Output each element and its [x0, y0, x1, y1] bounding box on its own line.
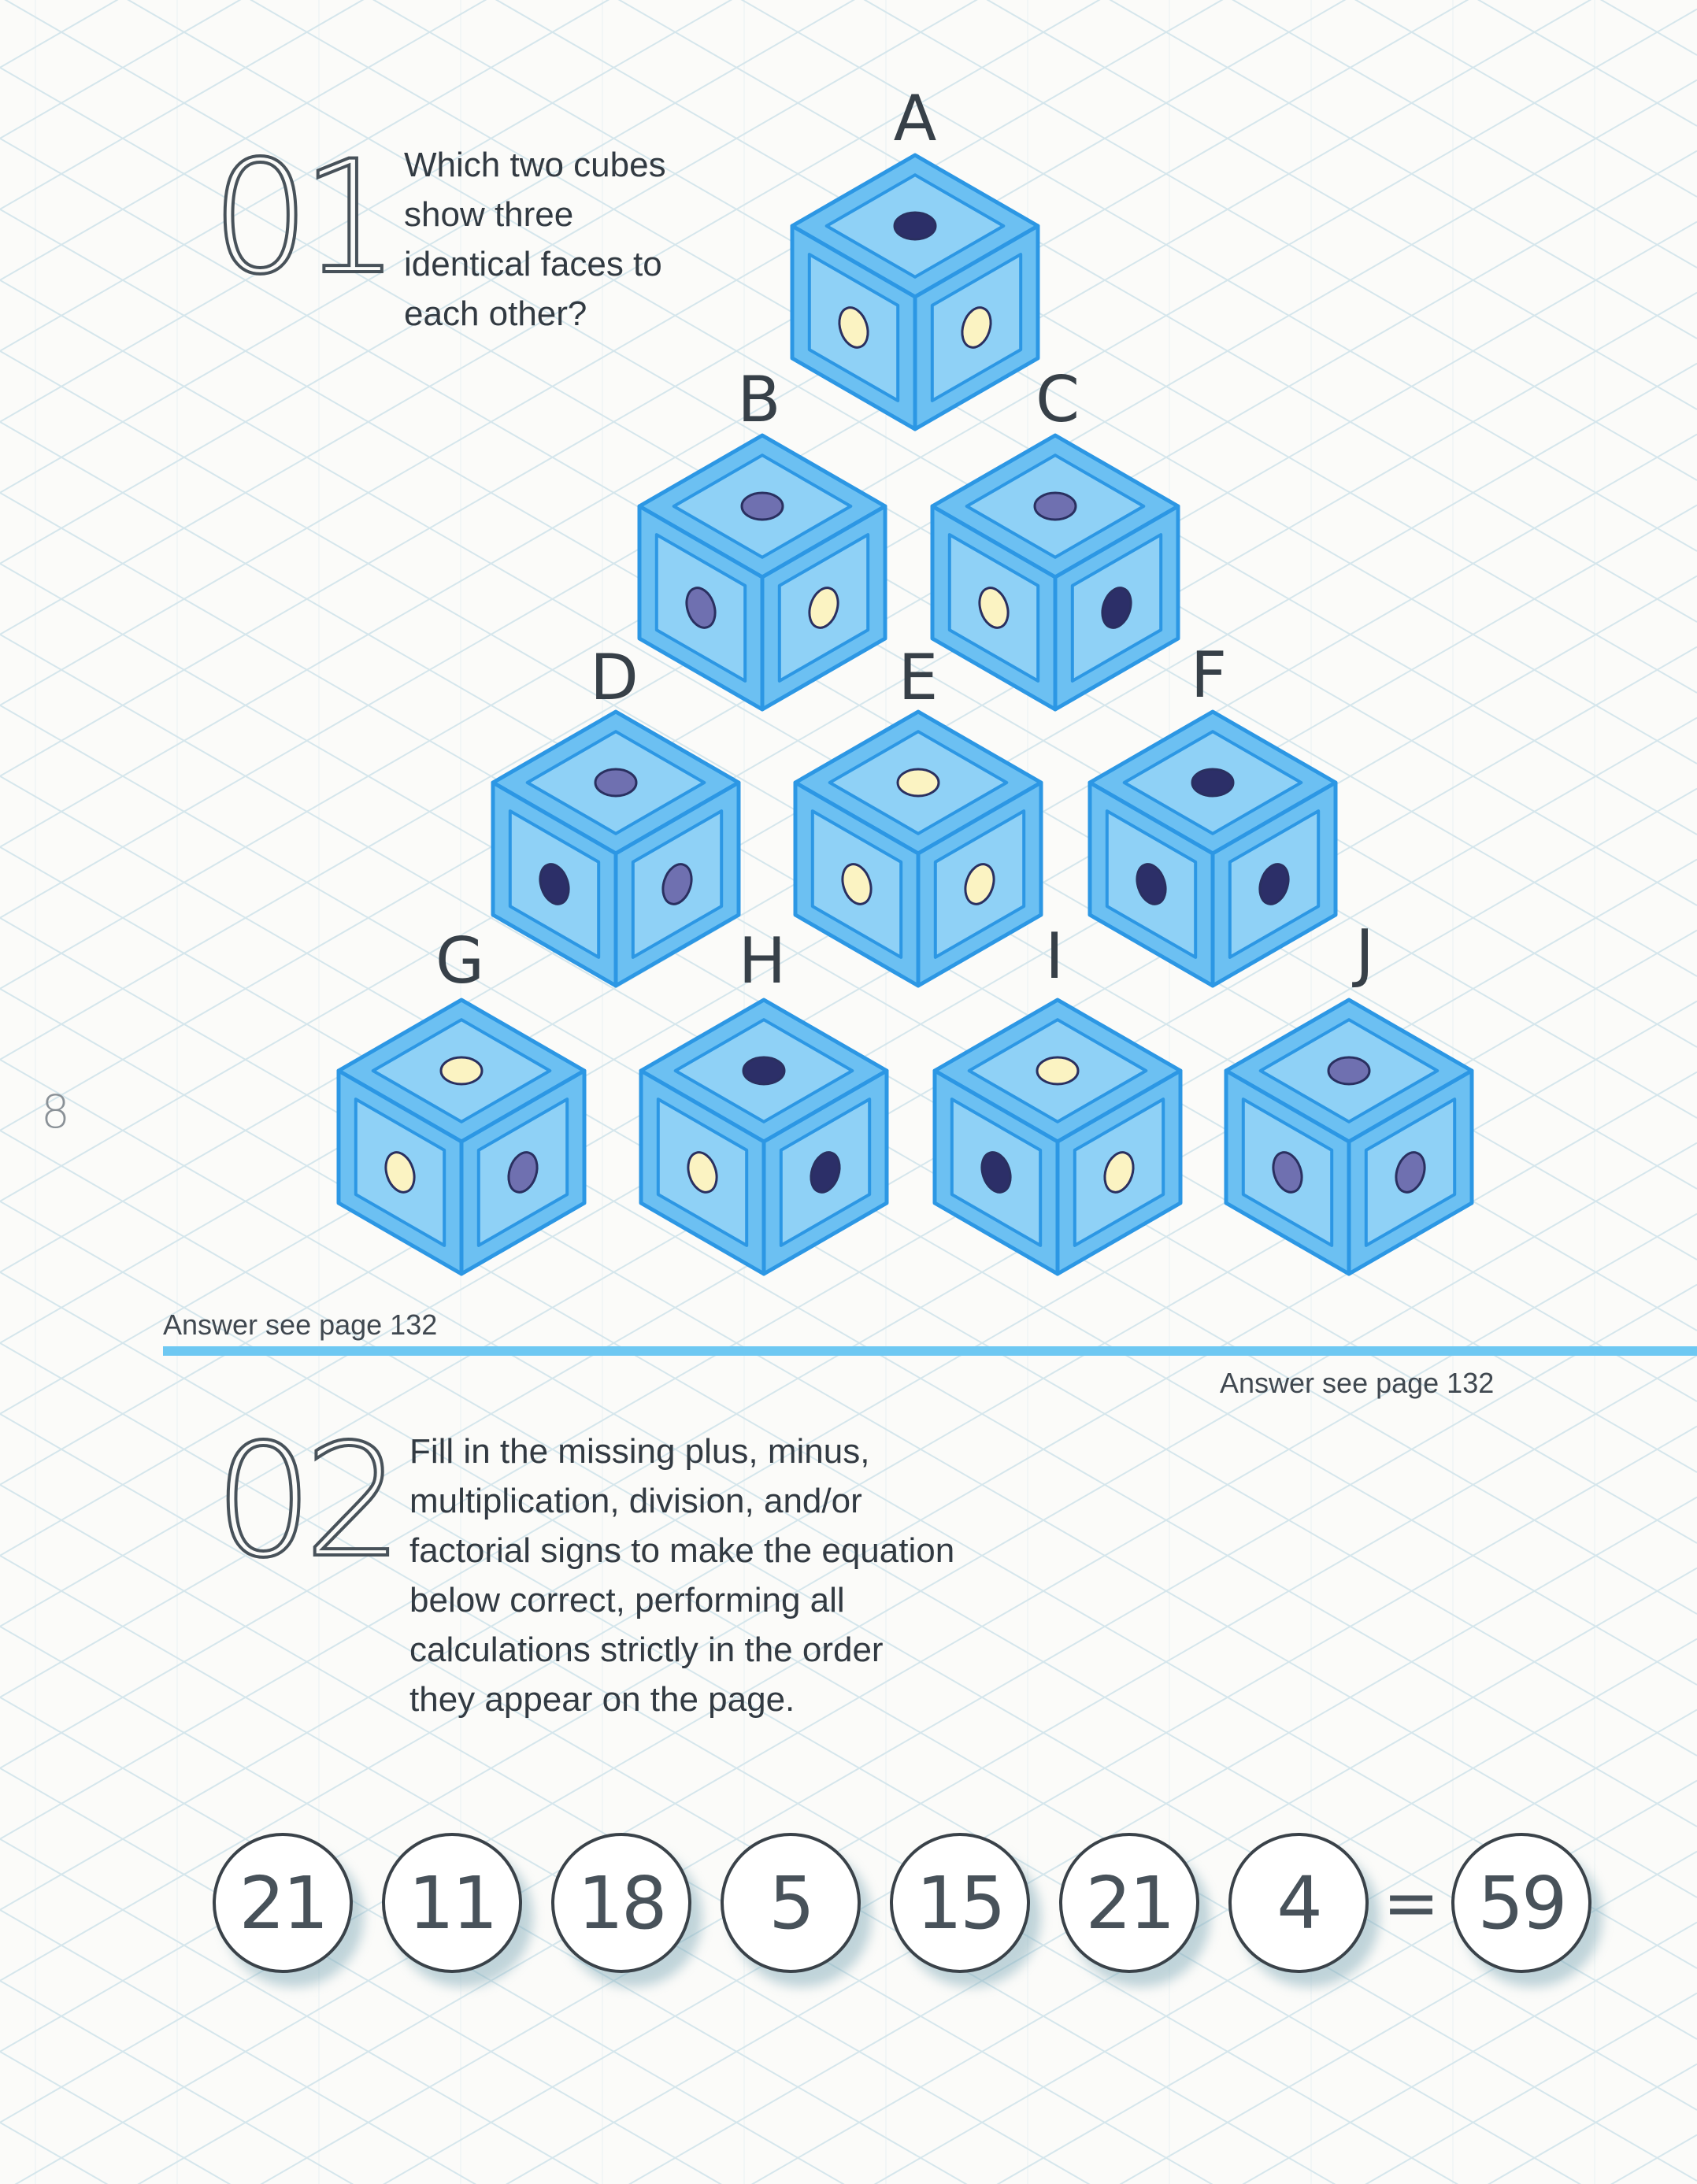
puzzle-02-number: 02: [214, 1410, 394, 1592]
cube-g: [339, 1000, 584, 1274]
equation-number-circle: 5: [721, 1833, 861, 1973]
equation-row: [0, 1833, 1697, 1990]
cube-label: C: [1036, 363, 1080, 436]
cube-label: H: [738, 924, 787, 998]
question-line: identical faces to: [404, 245, 662, 283]
cube-label: I: [1045, 920, 1064, 993]
cube-label: J: [1355, 916, 1374, 990]
cube-h: [641, 1000, 887, 1274]
instruction-line: factorial signs to make the equation: [409, 1531, 955, 1570]
puzzle-02-answer-ref: Answer see page 132: [1220, 1367, 1495, 1399]
question-line: Which two cubes: [404, 146, 666, 184]
cube-label: F: [1190, 639, 1228, 712]
cube-label: E: [898, 641, 939, 714]
puzzle-01-number: 01: [211, 127, 391, 309]
cube-dot-top: [1328, 1057, 1369, 1084]
question-line: show three: [404, 195, 574, 234]
instruction-line: multiplication, division, and/or: [409, 1482, 862, 1520]
instruction-line: below correct, performing all: [409, 1581, 845, 1619]
cube-j: [1226, 1000, 1472, 1274]
instruction-line: they appear on the page.: [409, 1680, 795, 1719]
cube-dot-top: [441, 1057, 482, 1084]
section-divider: [163, 1346, 1697, 1356]
cube-dot-top: [743, 1057, 784, 1084]
cube-dot-top: [1035, 493, 1076, 520]
cube-e: [795, 712, 1041, 986]
equation-number-circle: 4: [1228, 1833, 1369, 1973]
cube-i: [935, 1000, 1180, 1274]
cube-b: [639, 435, 885, 709]
cube-dot-top: [895, 213, 936, 239]
equation-number-circle: 21: [213, 1833, 353, 1973]
puzzle-01-answer-ref: Answer see page 132: [163, 1309, 438, 1341]
cube-dot-top: [1192, 769, 1233, 796]
equation-number-circle: 11: [382, 1833, 522, 1973]
cube-dot-top: [595, 769, 636, 796]
instruction-line: calculations strictly in the order: [409, 1631, 884, 1669]
equation-number-circle: 18: [551, 1833, 691, 1973]
page-number: 8: [41, 1085, 70, 1138]
cube-label: G: [435, 924, 484, 998]
cube-dot-top: [898, 769, 939, 796]
cube-dot-top: [1037, 1057, 1078, 1084]
puzzle-02-instructions: [409, 1427, 954, 1724]
cube-f: [1090, 712, 1336, 986]
cube-label: A: [893, 82, 937, 155]
cube-a: [792, 155, 1038, 429]
equation-number-circle: 15: [890, 1833, 1030, 1973]
question-line: each other?: [404, 294, 587, 333]
cube-c: [932, 435, 1178, 709]
equation-result-circle: 59: [1451, 1833, 1591, 1973]
cube-dot-top: [742, 493, 783, 520]
equation-number-circle: 21: [1059, 1833, 1199, 1973]
equals-sign: =: [1382, 1864, 1440, 1942]
cube-d: [493, 712, 739, 986]
cube-label: D: [590, 641, 639, 714]
instruction-line: Fill in the missing plus, minus,: [409, 1432, 870, 1471]
cube-label: B: [737, 363, 781, 436]
